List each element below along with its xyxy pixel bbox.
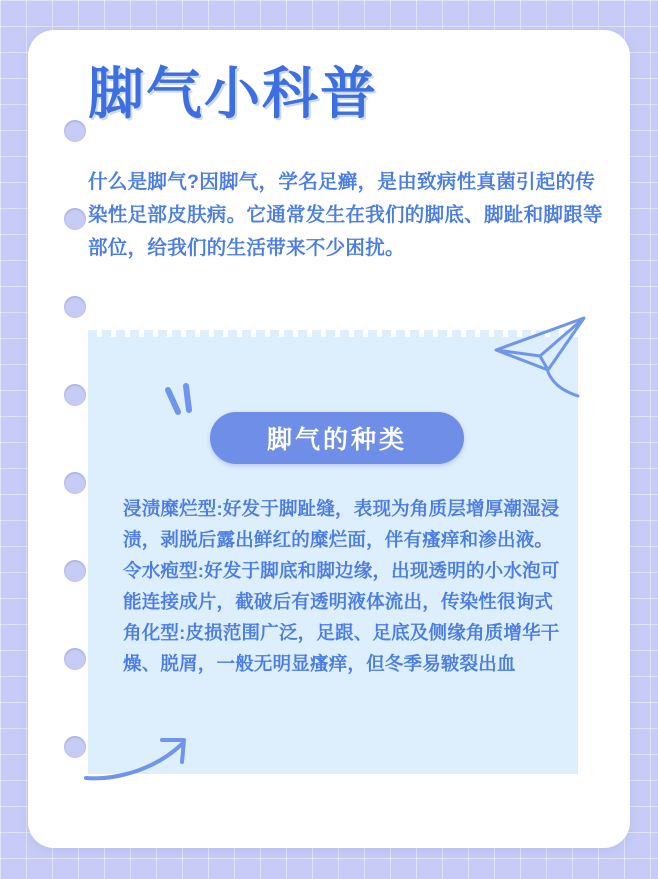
punch-hole — [64, 208, 86, 230]
punch-hole — [64, 296, 86, 318]
section-label-pill: 脚气的种类 — [210, 412, 464, 464]
intro-paragraph: 什么是脚气?因脚气，学名足癣，是由致病性真菌引起的传染性足部皮肤病。它通常发生在我们的脚底、脚趾和脚跟等部位，给我们的生活带来不少困扰。 — [88, 171, 603, 259]
punch-hole — [64, 560, 86, 582]
punch-hole — [64, 120, 86, 142]
page-title: 脚气小科普 — [88, 62, 378, 125]
punch-hole — [64, 384, 86, 406]
punch-hole — [64, 736, 86, 758]
punch-hole — [64, 472, 86, 494]
punch-hole — [64, 648, 86, 670]
section-body-text: 浸渍糜烂型:好发于脚趾缝，表现为角质层增厚潮湿浸渍，剥脱后露出鲜红的糜烂面，伴有瘙痒和渗出液。令水疱型:好发于脚底和脚边缘，出现透明的小水泡可能连接成片，截破后有透明液体流出，传染性很询式角化型:皮损范围广泛，足跟、足底及侧缘角质增华干燥、脱屑，一般无明显瘙痒，但冬季易皲裂出血 — [123, 498, 560, 674]
